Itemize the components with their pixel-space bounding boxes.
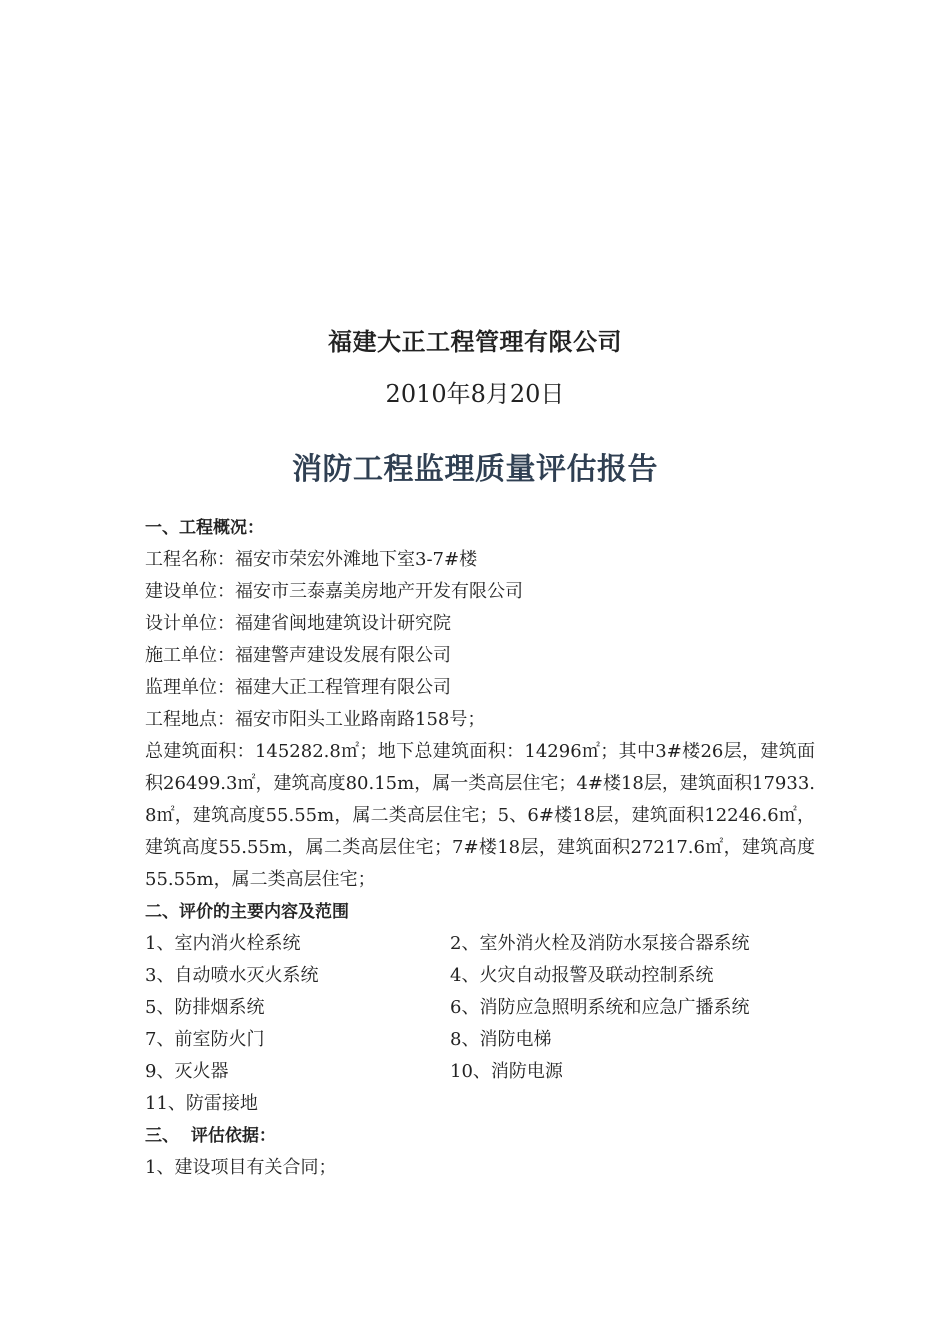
scope-item: 2、室外消火栓及消防水泵接合器系统 [450, 933, 750, 954]
section3-heading: 三、 评估依据： [145, 1126, 276, 1146]
scope-item: 5、防排烟系统 [145, 997, 265, 1018]
design-unit-line: 设计单位：福建省闽地建筑设计研究院 [145, 613, 451, 634]
building-area-paragraph: 总建筑面积：145282.8㎡；地下总建筑面积：14296㎡；其中3#楼26层，建筑面积26499.3㎡，建筑高度80.15m，属一类高层住宅；4#楼18层，建筑面积17933.8㎡，建筑高度55.55m，属二类高层住宅；5、6#楼18层，建筑面积12246.6㎡，建筑高度55.55m，属二类高层住宅；7#楼18层，建筑面积27217.6㎡，建筑高度55.55m，属二类高层住宅； [145, 741, 815, 890]
scope-item: 11、防雷接地 [145, 1093, 258, 1114]
scope-list [145, 928, 815, 1120]
section2-heading: 二、评价的主要内容及范围 [145, 902, 349, 922]
scope-item: 3、自动喷水灭火系统 [145, 965, 319, 986]
section1-heading: 一、工程概况： [145, 518, 264, 538]
scope-item: 10、消防电源 [450, 1061, 563, 1082]
project-location-line: 工程地点：福安市阳头工业路南路158号； [145, 709, 486, 730]
scope-item: 1、室内消火栓系统 [145, 933, 301, 954]
construction-unit-line: 施工单位：福建警声建设发展有限公司 [145, 645, 451, 666]
basis-item: 1、建设项目有关合同； [145, 1157, 337, 1178]
report-title: 消防工程监理质量评估报告 [292, 452, 658, 487]
scope-item: 7、前室防火门 [145, 1029, 265, 1050]
report-date: 2010年8月20日 [385, 380, 565, 408]
scope-item: 6、消防应急照明系统和应急广播系统 [450, 997, 750, 1018]
project-name-line: 工程名称：福安市荣宏外滩地下室3-7#楼 [145, 549, 478, 570]
supervision-unit-line: 监理单位：福建大正工程管理有限公司 [145, 677, 451, 698]
company-name: 福建大正工程管理有限公司 [328, 327, 622, 356]
report-body [145, 512, 815, 1184]
scope-item: 9、灭火器 [145, 1061, 229, 1082]
owner-unit-line: 建设单位：福安市三泰嘉美房地产开发有限公司 [145, 581, 523, 602]
scope-item: 8、消防电梯 [450, 1029, 552, 1050]
scope-item: 4、火灾自动报警及联动控制系统 [450, 965, 714, 986]
